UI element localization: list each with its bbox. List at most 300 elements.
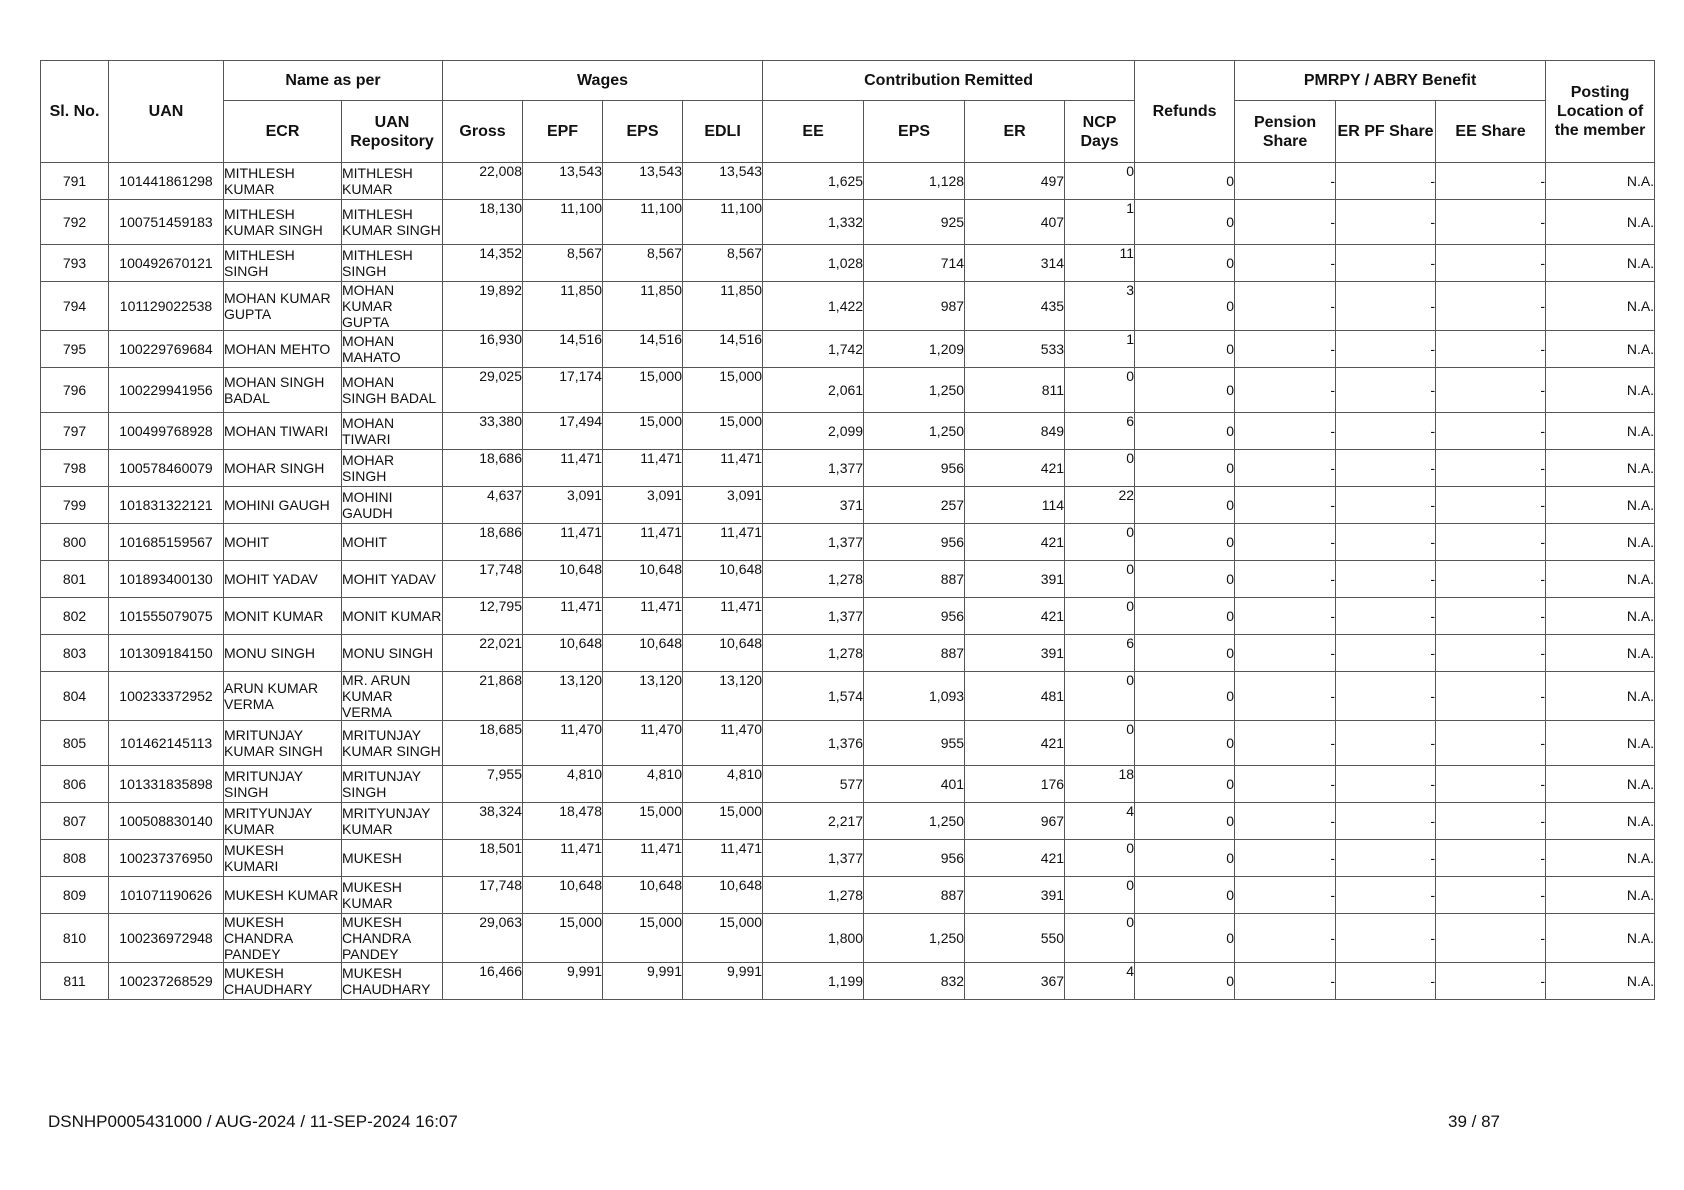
cell-er: 391 bbox=[965, 561, 1065, 598]
cell-posting-location: N.A. bbox=[1546, 877, 1655, 914]
cell-eps: 11,471 bbox=[603, 450, 683, 487]
col-uan-repository: UAN Repository bbox=[342, 101, 443, 163]
cell-refunds: 0 bbox=[1135, 672, 1235, 721]
cell-er-pf-share: - bbox=[1336, 635, 1436, 672]
cell-ee-share: - bbox=[1436, 963, 1546, 1000]
col-pension-share: Pension Share bbox=[1235, 101, 1336, 163]
cell-uan: 101071190626 bbox=[109, 877, 224, 914]
cell-refunds: 0 bbox=[1135, 598, 1235, 635]
cell-pension-share: - bbox=[1235, 672, 1336, 721]
cell-refunds: 0 bbox=[1135, 635, 1235, 672]
cell-ee-share: - bbox=[1436, 840, 1546, 877]
cell-gross: 18,686 bbox=[443, 450, 523, 487]
cell-sl-no: 793 bbox=[41, 245, 109, 282]
cell-ee-share: - bbox=[1436, 368, 1546, 413]
cell-ee: 1,377 bbox=[763, 598, 864, 635]
cell-uan: 100233372952 bbox=[109, 672, 224, 721]
cell-sl-no: 796 bbox=[41, 368, 109, 413]
cell-er: 176 bbox=[965, 766, 1065, 803]
cell-ee: 1,278 bbox=[763, 561, 864, 598]
cell-refunds: 0 bbox=[1135, 803, 1235, 840]
cell-name-repository: MUKESH CHANDRA PANDEY bbox=[342, 914, 443, 963]
cell-sl-no: 798 bbox=[41, 450, 109, 487]
cell-ee-share: - bbox=[1436, 413, 1546, 450]
col-er-pf-share: ER PF Share bbox=[1336, 101, 1436, 163]
footer-document-ref: DSNHP0005431000 / AUG-2024 / 11-SEP-2024 16:07 bbox=[48, 1112, 458, 1131]
cell-er: 435 bbox=[965, 282, 1065, 331]
cell-refunds: 0 bbox=[1135, 963, 1235, 1000]
cell-name-repository: MOHAN MAHATO bbox=[342, 331, 443, 368]
cell-pension-share: - bbox=[1235, 487, 1336, 524]
cell-eps: 13,120 bbox=[603, 672, 683, 721]
cell-uan: 100237376950 bbox=[109, 840, 224, 877]
cell-ee-share: - bbox=[1436, 200, 1546, 245]
cell-gross: 29,063 bbox=[443, 914, 523, 963]
cell-pension-share: - bbox=[1235, 282, 1336, 331]
col-epf: EPF bbox=[523, 101, 603, 163]
cell-ee-share: - bbox=[1436, 635, 1546, 672]
cell-sl-no: 805 bbox=[41, 721, 109, 766]
table-row bbox=[41, 721, 1655, 766]
cell-pension-share: - bbox=[1235, 200, 1336, 245]
cell-er: 391 bbox=[965, 877, 1065, 914]
cell-sl-no: 803 bbox=[41, 635, 109, 672]
footer-page-number: 39 / 87 bbox=[1448, 1112, 1500, 1131]
cell-gross: 18,685 bbox=[443, 721, 523, 766]
cell-er-pf-share: - bbox=[1336, 877, 1436, 914]
cell-er-pf-share: - bbox=[1336, 914, 1436, 963]
cell-er-pf-share: - bbox=[1336, 598, 1436, 635]
cell-ee-share: - bbox=[1436, 282, 1546, 331]
cell-pension-share: - bbox=[1235, 963, 1336, 1000]
cell-refunds: 0 bbox=[1135, 561, 1235, 598]
cell-epf: 17,174 bbox=[523, 368, 603, 413]
cell-posting-location: N.A. bbox=[1546, 245, 1655, 282]
cell-er: 849 bbox=[965, 413, 1065, 450]
cell-sl-no: 808 bbox=[41, 840, 109, 877]
cell-er: 391 bbox=[965, 635, 1065, 672]
cell-er-pf-share: - bbox=[1336, 561, 1436, 598]
cell-uan: 101441861298 bbox=[109, 163, 224, 200]
cell-eps: 11,471 bbox=[603, 598, 683, 635]
cell-posting-location: N.A. bbox=[1546, 368, 1655, 413]
cell-epf: 18,478 bbox=[523, 803, 603, 840]
cell-refunds: 0 bbox=[1135, 282, 1235, 331]
cell-sl-no: 791 bbox=[41, 163, 109, 200]
cell-ncp-days: 0 bbox=[1065, 368, 1135, 413]
table-row bbox=[41, 282, 1655, 331]
cell-sl-no: 802 bbox=[41, 598, 109, 635]
cell-gross: 18,130 bbox=[443, 200, 523, 245]
cell-ee: 1,278 bbox=[763, 635, 864, 672]
cell-edli: 11,470 bbox=[683, 721, 763, 766]
table-row bbox=[41, 200, 1655, 245]
cell-eps-contribution: 1,250 bbox=[864, 413, 965, 450]
cell-posting-location: N.A. bbox=[1546, 803, 1655, 840]
cell-name-repository: MOHAN TIWARI bbox=[342, 413, 443, 450]
cell-uan: 100236972948 bbox=[109, 914, 224, 963]
cell-uan: 101831322121 bbox=[109, 487, 224, 524]
cell-name-ecr: MONIT KUMAR bbox=[224, 598, 342, 635]
cell-epf: 11,471 bbox=[523, 450, 603, 487]
cell-edli: 11,471 bbox=[683, 840, 763, 877]
cell-pension-share: - bbox=[1235, 413, 1336, 450]
cell-name-repository: MITHLESH SINGH bbox=[342, 245, 443, 282]
cell-eps-contribution: 887 bbox=[864, 561, 965, 598]
cell-epf: 4,810 bbox=[523, 766, 603, 803]
table-row bbox=[41, 635, 1655, 672]
cell-gross: 18,501 bbox=[443, 840, 523, 877]
cell-name-repository: MOHAN KUMAR GUPTA bbox=[342, 282, 443, 331]
cell-ee: 1,199 bbox=[763, 963, 864, 1000]
cell-ee: 1,422 bbox=[763, 282, 864, 331]
cell-uan: 101555079075 bbox=[109, 598, 224, 635]
cell-sl-no: 809 bbox=[41, 877, 109, 914]
cell-name-repository: MUKESH KUMAR bbox=[342, 877, 443, 914]
col-refunds: Refunds bbox=[1135, 61, 1235, 163]
cell-ee: 1,574 bbox=[763, 672, 864, 721]
cell-ncp-days: 0 bbox=[1065, 840, 1135, 877]
cell-ee-share: - bbox=[1436, 561, 1546, 598]
cell-er: 550 bbox=[965, 914, 1065, 963]
cell-eps: 15,000 bbox=[603, 803, 683, 840]
cell-pension-share: - bbox=[1235, 803, 1336, 840]
cell-eps-contribution: 1,250 bbox=[864, 914, 965, 963]
cell-gross: 22,021 bbox=[443, 635, 523, 672]
cell-sl-no: 797 bbox=[41, 413, 109, 450]
col-uan: UAN bbox=[109, 61, 224, 163]
cell-refunds: 0 bbox=[1135, 331, 1235, 368]
cell-sl-no: 804 bbox=[41, 672, 109, 721]
table-row bbox=[41, 598, 1655, 635]
cell-posting-location: N.A. bbox=[1546, 413, 1655, 450]
cell-er: 314 bbox=[965, 245, 1065, 282]
cell-eps: 14,516 bbox=[603, 331, 683, 368]
cell-ee-share: - bbox=[1436, 450, 1546, 487]
cell-posting-location: N.A. bbox=[1546, 963, 1655, 1000]
cell-posting-location: N.A. bbox=[1546, 331, 1655, 368]
cell-name-ecr: MUKESH CHANDRA PANDEY bbox=[224, 914, 342, 963]
col-posting-location: Posting Location of the member bbox=[1546, 61, 1655, 163]
cell-gross: 33,380 bbox=[443, 413, 523, 450]
cell-er-pf-share: - bbox=[1336, 803, 1436, 840]
cell-ee: 1,800 bbox=[763, 914, 864, 963]
cell-pension-share: - bbox=[1235, 877, 1336, 914]
cell-edli: 11,471 bbox=[683, 450, 763, 487]
cell-gross: 17,748 bbox=[443, 561, 523, 598]
cell-name-ecr: ARUN KUMAR VERMA bbox=[224, 672, 342, 721]
cell-name-repository: MOHAR SINGH bbox=[342, 450, 443, 487]
cell-eps: 11,471 bbox=[603, 840, 683, 877]
cell-name-ecr: MUKESH KUMAR bbox=[224, 877, 342, 914]
cell-ee-share: - bbox=[1436, 914, 1546, 963]
cell-ncp-days: 18 bbox=[1065, 766, 1135, 803]
cell-ee-share: - bbox=[1436, 524, 1546, 561]
cell-refunds: 0 bbox=[1135, 524, 1235, 561]
cell-ee-share: - bbox=[1436, 672, 1546, 721]
cell-refunds: 0 bbox=[1135, 721, 1235, 766]
cell-ee: 1,377 bbox=[763, 450, 864, 487]
table-row bbox=[41, 368, 1655, 413]
cell-posting-location: N.A. bbox=[1546, 635, 1655, 672]
cell-edli: 11,100 bbox=[683, 200, 763, 245]
cell-er: 421 bbox=[965, 721, 1065, 766]
cell-ee-share: - bbox=[1436, 721, 1546, 766]
cell-edli: 10,648 bbox=[683, 877, 763, 914]
cell-epf: 13,543 bbox=[523, 163, 603, 200]
cell-ee: 1,376 bbox=[763, 721, 864, 766]
cell-pension-share: - bbox=[1235, 561, 1336, 598]
cell-eps: 15,000 bbox=[603, 368, 683, 413]
table-row bbox=[41, 840, 1655, 877]
cell-refunds: 0 bbox=[1135, 200, 1235, 245]
cell-er: 421 bbox=[965, 840, 1065, 877]
cell-ee: 1,625 bbox=[763, 163, 864, 200]
cell-eps: 15,000 bbox=[603, 914, 683, 963]
cell-sl-no: 792 bbox=[41, 200, 109, 245]
cell-eps-contribution: 956 bbox=[864, 840, 965, 877]
cell-ee: 1,377 bbox=[763, 524, 864, 561]
cell-epf: 10,648 bbox=[523, 561, 603, 598]
cell-refunds: 0 bbox=[1135, 487, 1235, 524]
cell-ee: 1,332 bbox=[763, 200, 864, 245]
cell-er-pf-share: - bbox=[1336, 721, 1436, 766]
cell-ee-share: - bbox=[1436, 766, 1546, 803]
cell-sl-no: 800 bbox=[41, 524, 109, 561]
cell-uan: 101331835898 bbox=[109, 766, 224, 803]
cell-epf: 10,648 bbox=[523, 635, 603, 672]
cell-eps-contribution: 714 bbox=[864, 245, 965, 282]
cell-eps: 4,810 bbox=[603, 766, 683, 803]
cell-name-ecr: MOHIT bbox=[224, 524, 342, 561]
cell-eps: 8,567 bbox=[603, 245, 683, 282]
cell-posting-location: N.A. bbox=[1546, 840, 1655, 877]
table-row bbox=[41, 561, 1655, 598]
cell-gross: 14,352 bbox=[443, 245, 523, 282]
cell-gross: 19,892 bbox=[443, 282, 523, 331]
cell-posting-location: N.A. bbox=[1546, 524, 1655, 561]
cell-pension-share: - bbox=[1235, 840, 1336, 877]
cell-name-repository: MRITUNJAY KUMAR SINGH bbox=[342, 721, 443, 766]
cell-name-repository: MRITYUNJAY KUMAR bbox=[342, 803, 443, 840]
group-pmrpy-abry: PMRPY / ABRY Benefit bbox=[1235, 61, 1546, 101]
cell-ncp-days: 0 bbox=[1065, 524, 1135, 561]
cell-er-pf-share: - bbox=[1336, 450, 1436, 487]
cell-ncp-days: 11 bbox=[1065, 245, 1135, 282]
cell-posting-location: N.A. bbox=[1546, 766, 1655, 803]
cell-edli: 13,120 bbox=[683, 672, 763, 721]
cell-posting-location: N.A. bbox=[1546, 487, 1655, 524]
group-wages: Wages bbox=[443, 61, 763, 101]
group-name-as-per: Name as per bbox=[224, 61, 443, 101]
cell-ee-share: - bbox=[1436, 245, 1546, 282]
cell-eps-contribution: 1,250 bbox=[864, 368, 965, 413]
cell-er-pf-share: - bbox=[1336, 840, 1436, 877]
cell-pension-share: - bbox=[1235, 163, 1336, 200]
group-contribution-remitted: Contribution Remitted bbox=[763, 61, 1135, 101]
cell-posting-location: N.A. bbox=[1546, 721, 1655, 766]
cell-uan: 101893400130 bbox=[109, 561, 224, 598]
cell-er-pf-share: - bbox=[1336, 524, 1436, 561]
cell-ee-share: - bbox=[1436, 598, 1546, 635]
cell-gross: 17,748 bbox=[443, 877, 523, 914]
cell-ee-share: - bbox=[1436, 163, 1546, 200]
cell-gross: 12,795 bbox=[443, 598, 523, 635]
cell-edli: 15,000 bbox=[683, 914, 763, 963]
cell-eps-contribution: 832 bbox=[864, 963, 965, 1000]
cell-eps: 15,000 bbox=[603, 413, 683, 450]
cell-epf: 9,991 bbox=[523, 963, 603, 1000]
cell-er-pf-share: - bbox=[1336, 766, 1436, 803]
table-row bbox=[41, 487, 1655, 524]
cell-ncp-days: 0 bbox=[1065, 561, 1135, 598]
table-row bbox=[41, 803, 1655, 840]
cell-eps: 11,100 bbox=[603, 200, 683, 245]
cell-name-ecr: MOHIT YADAV bbox=[224, 561, 342, 598]
table-row bbox=[41, 524, 1655, 561]
cell-name-repository: MONU SINGH bbox=[342, 635, 443, 672]
col-ee-share: EE Share bbox=[1436, 101, 1546, 163]
cell-name-ecr: MOHAN KUMAR GUPTA bbox=[224, 282, 342, 331]
cell-ncp-days: 6 bbox=[1065, 413, 1135, 450]
cell-eps-contribution: 955 bbox=[864, 721, 965, 766]
cell-edli: 11,850 bbox=[683, 282, 763, 331]
col-eps-contribution: EPS bbox=[864, 101, 965, 163]
cell-name-ecr: MITHLESH SINGH bbox=[224, 245, 342, 282]
cell-edli: 13,543 bbox=[683, 163, 763, 200]
cell-posting-location: N.A. bbox=[1546, 598, 1655, 635]
cell-eps: 3,091 bbox=[603, 487, 683, 524]
cell-pension-share: - bbox=[1235, 450, 1336, 487]
cell-gross: 38,324 bbox=[443, 803, 523, 840]
cell-er-pf-share: - bbox=[1336, 245, 1436, 282]
cell-ee: 1,278 bbox=[763, 877, 864, 914]
cell-name-repository: MONIT KUMAR bbox=[342, 598, 443, 635]
cell-sl-no: 799 bbox=[41, 487, 109, 524]
cell-eps-contribution: 956 bbox=[864, 450, 965, 487]
cell-epf: 11,471 bbox=[523, 598, 603, 635]
cell-edli: 4,810 bbox=[683, 766, 763, 803]
cell-posting-location: N.A. bbox=[1546, 200, 1655, 245]
cell-refunds: 0 bbox=[1135, 450, 1235, 487]
cell-eps: 10,648 bbox=[603, 877, 683, 914]
cell-ncp-days: 0 bbox=[1065, 163, 1135, 200]
cell-name-ecr: MITHLESH KUMAR SINGH bbox=[224, 200, 342, 245]
cell-er: 533 bbox=[965, 331, 1065, 368]
cell-ncp-days: 0 bbox=[1065, 914, 1135, 963]
cell-posting-location: N.A. bbox=[1546, 282, 1655, 331]
cell-uan: 101462145113 bbox=[109, 721, 224, 766]
cell-uan: 100229941956 bbox=[109, 368, 224, 413]
cell-ncp-days: 4 bbox=[1065, 803, 1135, 840]
cell-edli: 10,648 bbox=[683, 635, 763, 672]
cell-uan: 100578460079 bbox=[109, 450, 224, 487]
cell-uan: 100229769684 bbox=[109, 331, 224, 368]
col-gross: Gross bbox=[443, 101, 523, 163]
cell-uan: 100492670121 bbox=[109, 245, 224, 282]
cell-epf: 8,567 bbox=[523, 245, 603, 282]
cell-epf: 14,516 bbox=[523, 331, 603, 368]
table-row bbox=[41, 914, 1655, 963]
cell-ncp-days: 0 bbox=[1065, 672, 1135, 721]
cell-eps-contribution: 956 bbox=[864, 598, 965, 635]
cell-pension-share: - bbox=[1235, 245, 1336, 282]
cell-er: 967 bbox=[965, 803, 1065, 840]
col-ee: EE bbox=[763, 101, 864, 163]
cell-gross: 21,868 bbox=[443, 672, 523, 721]
cell-epf: 13,120 bbox=[523, 672, 603, 721]
cell-name-repository: MUKESH CHAUDHARY bbox=[342, 963, 443, 1000]
cell-eps-contribution: 887 bbox=[864, 635, 965, 672]
cell-eps-contribution: 1,209 bbox=[864, 331, 965, 368]
cell-er-pf-share: - bbox=[1336, 282, 1436, 331]
cell-pension-share: - bbox=[1235, 721, 1336, 766]
cell-posting-location: N.A. bbox=[1546, 914, 1655, 963]
cell-refunds: 0 bbox=[1135, 766, 1235, 803]
cell-sl-no: 794 bbox=[41, 282, 109, 331]
cell-ee: 2,099 bbox=[763, 413, 864, 450]
cell-ncp-days: 3 bbox=[1065, 282, 1135, 331]
cell-ee: 1,377 bbox=[763, 840, 864, 877]
cell-er: 421 bbox=[965, 524, 1065, 561]
cell-epf: 10,648 bbox=[523, 877, 603, 914]
cell-epf: 11,471 bbox=[523, 840, 603, 877]
cell-er: 367 bbox=[965, 963, 1065, 1000]
cell-ncp-days: 0 bbox=[1065, 598, 1135, 635]
cell-eps: 11,850 bbox=[603, 282, 683, 331]
col-edli: EDLI bbox=[683, 101, 763, 163]
cell-er: 421 bbox=[965, 450, 1065, 487]
cell-er: 114 bbox=[965, 487, 1065, 524]
cell-uan: 100508830140 bbox=[109, 803, 224, 840]
cell-epf: 11,470 bbox=[523, 721, 603, 766]
cell-pension-share: - bbox=[1235, 914, 1336, 963]
cell-pension-share: - bbox=[1235, 524, 1336, 561]
cell-eps-contribution: 887 bbox=[864, 877, 965, 914]
cell-er-pf-share: - bbox=[1336, 487, 1436, 524]
cell-edli: 3,091 bbox=[683, 487, 763, 524]
cell-er-pf-share: - bbox=[1336, 413, 1436, 450]
cell-er-pf-share: - bbox=[1336, 331, 1436, 368]
cell-refunds: 0 bbox=[1135, 413, 1235, 450]
cell-ee: 577 bbox=[763, 766, 864, 803]
cell-er: 481 bbox=[965, 672, 1065, 721]
cell-refunds: 0 bbox=[1135, 877, 1235, 914]
cell-er-pf-share: - bbox=[1336, 963, 1436, 1000]
cell-epf: 3,091 bbox=[523, 487, 603, 524]
cell-posting-location: N.A. bbox=[1546, 450, 1655, 487]
cell-edli: 15,000 bbox=[683, 803, 763, 840]
cell-eps: 11,471 bbox=[603, 524, 683, 561]
cell-edli: 15,000 bbox=[683, 413, 763, 450]
cell-posting-location: N.A. bbox=[1546, 163, 1655, 200]
table-row bbox=[41, 877, 1655, 914]
cell-posting-location: N.A. bbox=[1546, 561, 1655, 598]
cell-pension-share: - bbox=[1235, 598, 1336, 635]
cell-edli: 14,516 bbox=[683, 331, 763, 368]
cell-er: 421 bbox=[965, 598, 1065, 635]
cell-eps-contribution: 257 bbox=[864, 487, 965, 524]
cell-ee: 371 bbox=[763, 487, 864, 524]
cell-name-ecr: MOHAN TIWARI bbox=[224, 413, 342, 450]
cell-sl-no: 806 bbox=[41, 766, 109, 803]
cell-uan: 101129022538 bbox=[109, 282, 224, 331]
cell-ee-share: - bbox=[1436, 877, 1546, 914]
cell-edli: 9,991 bbox=[683, 963, 763, 1000]
cell-ncp-days: 6 bbox=[1065, 635, 1135, 672]
cell-edli: 15,000 bbox=[683, 368, 763, 413]
cell-ee-share: - bbox=[1436, 487, 1546, 524]
